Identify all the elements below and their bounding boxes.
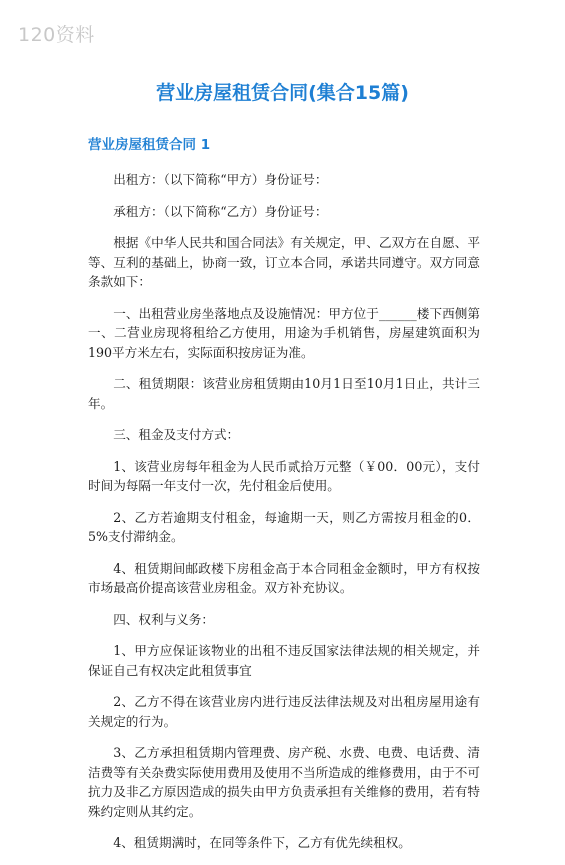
paragraph-preamble: 根据《中华人民共和国合同法》有关规定，甲、乙双方在自愿、平等、互利的基础上，协商一致，订立本合同，承诺共同遵守。双方同意条款如下： bbox=[88, 235, 480, 289]
watermark-logo: 120资料 bbox=[18, 24, 95, 46]
document-title: 营业房屋租赁合同(集合15篇) bbox=[156, 82, 409, 104]
paragraph-duty-4: 4、租赁期满时，在同等条件下，乙方有优先续租权。 bbox=[113, 835, 411, 850]
paragraph-clause-2: 二、租赁期限：该营业房租赁期由10月1日至10月1日止，共计三年。 bbox=[88, 376, 480, 411]
paragraph-duty-3: 3、乙方承担租赁期内管理费、房产税、水费、电费、电话费、清洁费等有关杂费实际使用费用及使用不当所造成的维修费用，由于不可抗力及非乙方原因造成的损失由甲方负责承担有关维修的费用，若有特殊约定则从其约定。 bbox=[88, 745, 480, 819]
paragraph-duty-1: 1、甲方应保证该物业的出租不违反国家法律法规的相关规定，并保证自己有权决定此租赁事宜 bbox=[88, 643, 480, 678]
paragraph-rent-4: 4、租赁期间邮政楼下房租金高于本合同租金金额时，甲方有权按市场最高价提高该营业房租金。双方补充协议。 bbox=[88, 560, 480, 595]
paragraph-lessor: 出租方：（以下简称“甲方）身份证号： bbox=[113, 172, 328, 187]
paragraph-rent-1: 1、该营业房每年租金为人民币贰拾万元整（￥00．00元），支付时间为每隔一年支付一次，先付租金后使用。 bbox=[88, 458, 480, 493]
paragraph-clause-1: 一、出租营业房坐落地点及设施情况：甲方位于______楼下西侧第一、二营业房现将租给乙方使用，用途为手机销售，房屋建筑面积为190平方米左右，实际面积按房证为准。 bbox=[88, 305, 480, 360]
paragraph-rent-2: 2、乙方若逾期支付租金，每逾期一天，则乙方需按月租金的0．5%支付滞纳金。 bbox=[88, 509, 480, 544]
paragraph-clause-4: 四、权利与义务： bbox=[113, 611, 214, 627]
paragraph-duty-2: 2、乙方不得在该营业房内进行违反法律法规及对出租房屋用途有关规定的行为。 bbox=[88, 694, 480, 729]
section-heading: 营业房屋租赁合同 1 bbox=[88, 137, 211, 153]
paragraph-clause-3: 三、租金及支付方式： bbox=[113, 427, 240, 442]
contract-body bbox=[88, 170, 480, 865]
paragraph-lessee: 承租方：（以下简称“乙方）身份证号： bbox=[113, 203, 328, 219]
